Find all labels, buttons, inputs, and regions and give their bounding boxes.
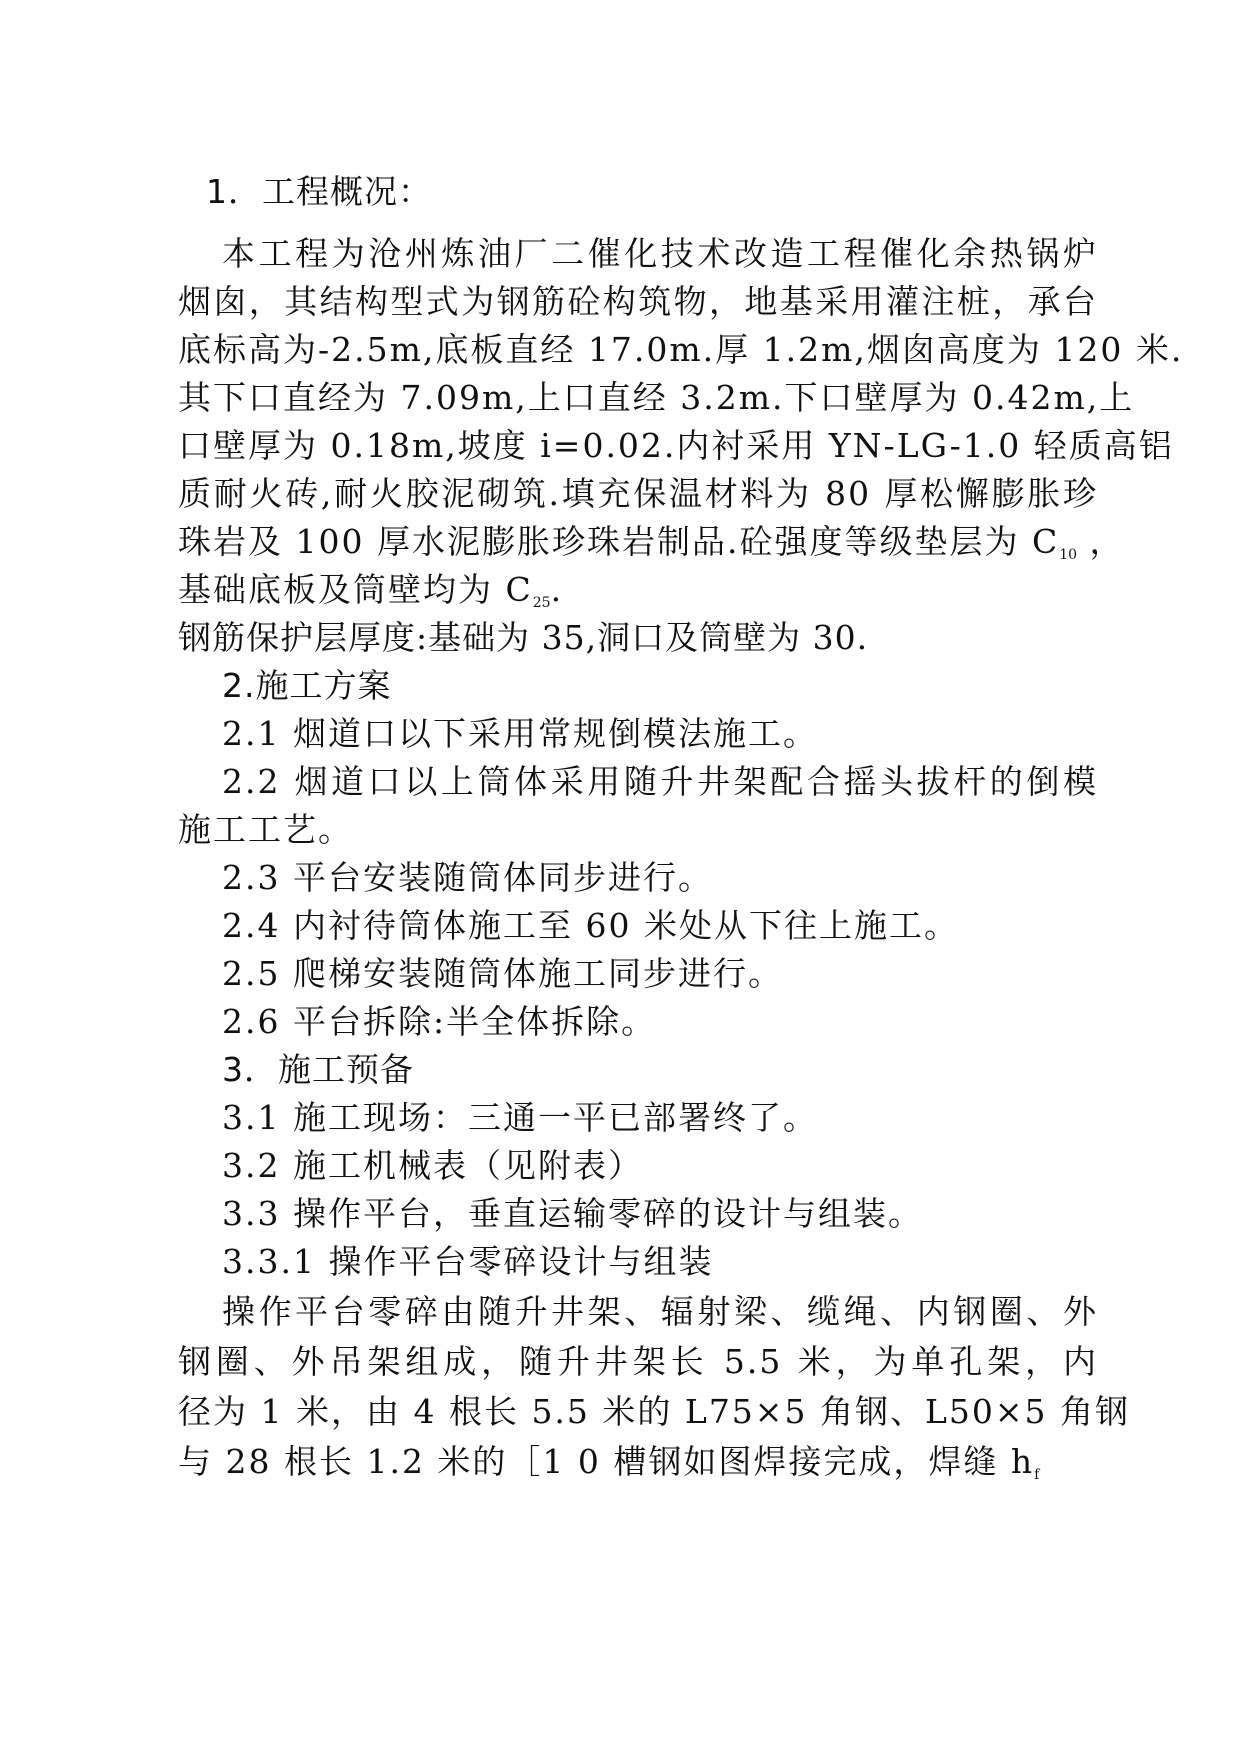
subscript-25: 25 [532, 595, 551, 611]
section-3-paragraph-line [178, 1436, 1098, 1501]
section-2-item: 2.3 平台安装随筒体同步进行。 [222, 858, 713, 897]
section-1-paragraph-line: 其下口直经为 7.09m,上口直经 3.2m.下口壁厚为 0.42m,上 [178, 378, 1135, 417]
section-3-paragraph-line: 径为 1 米，由 4 根长 5.5 米的 L75×5 角钢、L50×5 角钢 [178, 1392, 1130, 1431]
section-1-paragraph-line: 口壁厚为 0.18m,坡度 i=0.02.内衬采用 YN-LG-1.0 轻质高铝 [178, 426, 1174, 465]
section-2-heading: 2.施工方案 [222, 666, 392, 705]
section-2-item: 2.6 平台拆除:半全体拆除。 [222, 1002, 657, 1041]
section-1-paragraph-line: 底标高为-2.5m,底板直经 17.0m.厚 1.2m,烟囱高度为 120 米. [178, 330, 1184, 369]
section-3-paragraph-line: 钢圈、外吊架组成，随升井架长 5.5 米，为单孔架，内 [178, 1342, 1098, 1381]
section-3-heading: 3．施工预备 [222, 1050, 414, 1089]
section-3-item: 3.1 施工现场：三通一平已部署终了。 [222, 1098, 818, 1137]
punctuation: . [550, 570, 564, 609]
concrete-grade-text: 基础底板及筒壁均为 C [178, 570, 533, 609]
section-2-item: 2.1 烟道口以下采用常规倒模法施工。 [222, 714, 818, 753]
rebar-cover-line: 钢筋保护层厚度:基础为 35,洞口及筒壁为 30. [178, 618, 869, 657]
section-2-item: 2.2 烟道口以上筒体采用随升井架配合摇头拔杆的倒模 [222, 762, 1098, 801]
subscript-10: 10 [1059, 547, 1078, 563]
subscript-f: f [1034, 1467, 1040, 1483]
section-2-item: 2.4 内衬待筒体施工至 60 米处从下往上施工。 [222, 906, 959, 945]
punctuation: ， [1077, 522, 1125, 561]
section-3-paragraph-line: 操作平台零碎由随升井架、辐射梁、缆绳、内钢圈、外 [222, 1292, 1098, 1331]
section-1-heading: 1．工程概况： [206, 172, 432, 211]
section-3-item: 3.3.1 操作平台零碎设计与组装 [222, 1242, 714, 1281]
concrete-grade-text: 珠岩及 100 厚水泥膨胀珍珠岩制品.砼强度等级垫层为 C [178, 522, 1060, 561]
section-1-paragraph-line: 烟囱，其结构型式为钢筋砼构筑物，地基采用灌注桩，承台 [178, 282, 1098, 321]
section-2-item-continuation: 施工工艺。 [178, 810, 353, 849]
section-1-paragraph-line: 质耐火砖,耐火胶泥砌筑.填充保温材料为 80 厚松懈膨胀珍 [178, 474, 1098, 513]
section-2-item: 2.5 爬梯安装随筒体施工同步进行。 [222, 954, 783, 993]
section-3-item: 3.2 施工机械表（见附表） [222, 1146, 643, 1185]
section-3-item: 3.3 操作平台，垂直运输零碎的设计与组装。 [222, 1194, 923, 1233]
weld-text: 与 28 根长 1.2 米的［1 0 槽钢如图焊接完成，焊缝 h [178, 1442, 1035, 1481]
section-1-paragraph-line: 本工程为沧州炼油厂二催化技术改造工程催化余热锅炉 [222, 234, 1098, 273]
